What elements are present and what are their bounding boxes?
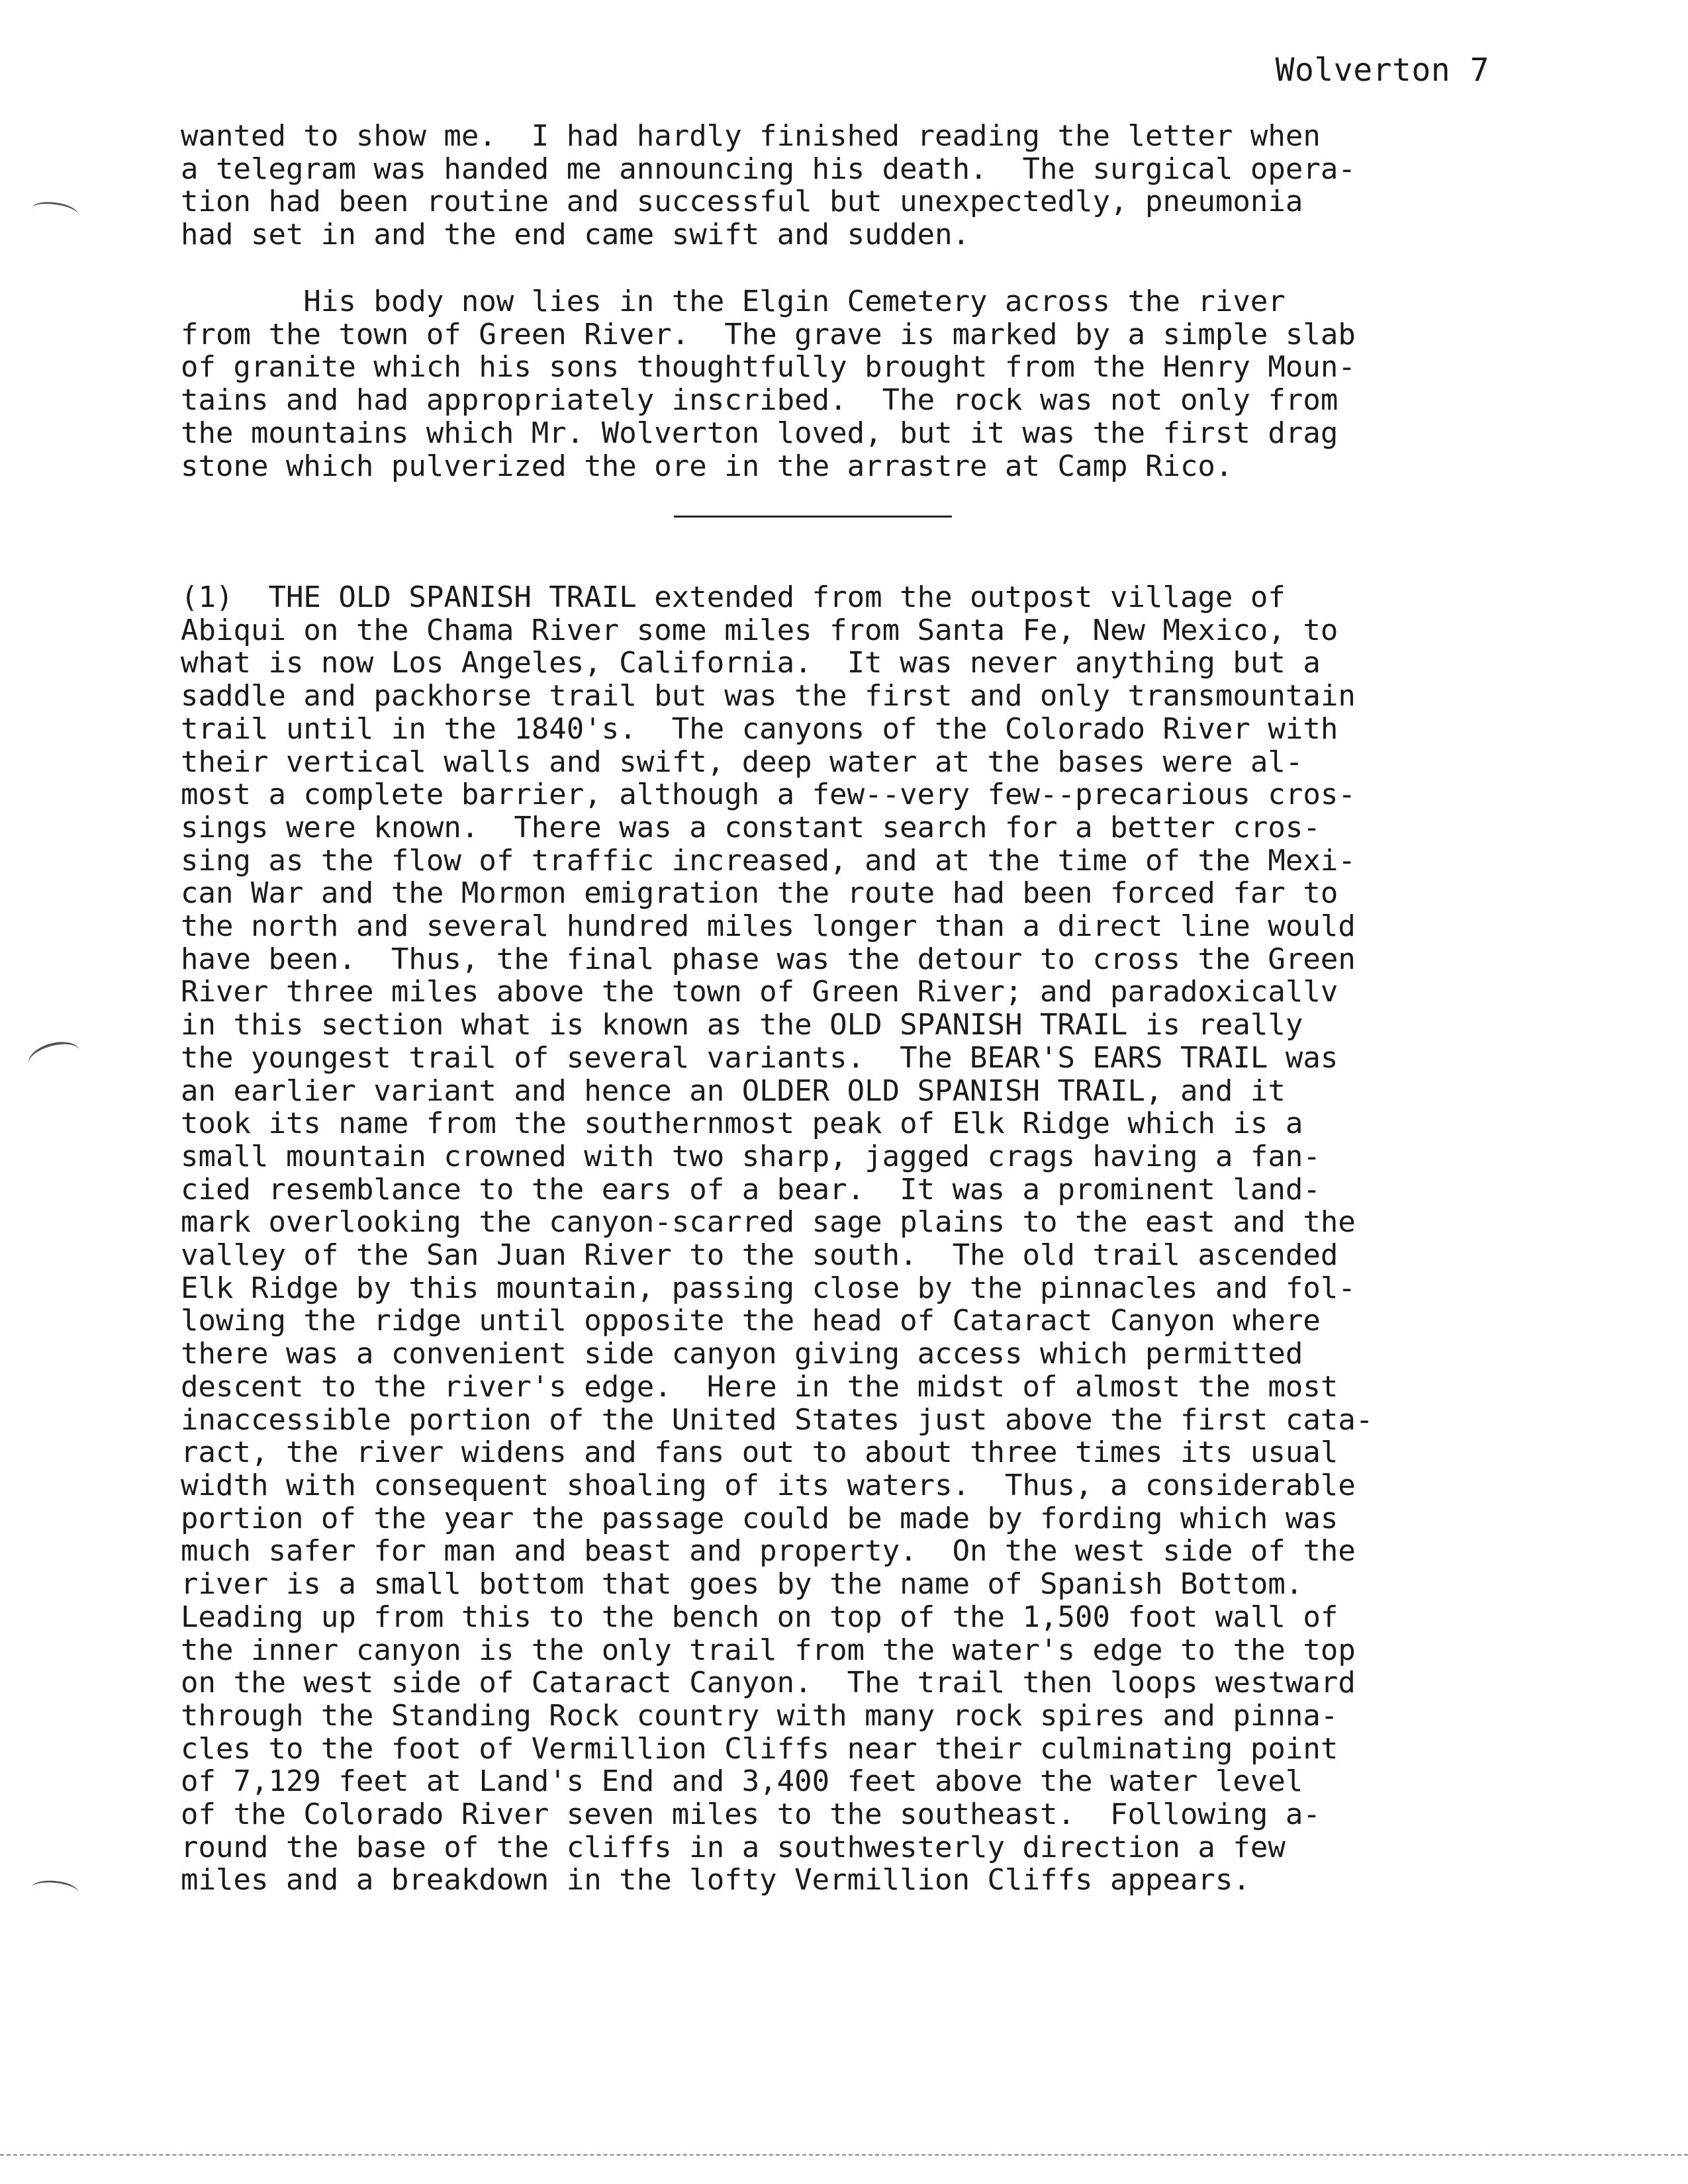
scan-artifact-mark — [30, 199, 79, 223]
footnote: (1) THE OLD SPANISH TRAIL extended from the outpost village of Abiqui on the Chama River some miles from Santa Fe, New Mexico, to what is now Los Angeles, California. It was never anything but a saddle and packhorse trail but was the first and only transmountain trail until in the 1840's. The canyons of the Colorado River with their vertical walls and swift, deep water at the bases were al- most a complete barrier, although a few--very few--precarious cros- sings were known. There was a constant search for a better cros- sing as the flow of traffic increased, and at the time of the Mexi- can War and the Mormon emigration the route had been forced far to the north and several hundred miles longer than a direct line would have been. Thus, the final phase was the detour to cross the Green River three miles above the town of Green River; and paradoxicallv in this section what is known as the OLD SPANISH TRAIL is really the youngest trail of several variants. The BEAR'S EARS TRAIL was an earlier variant and hence an OLDER OLD SPANISH TRAIL, and it took its name from the southernmost peak of Elk Ridge which is a small mountain crowned with two sharp, jagged crags having a fan- cied resemblance to the ears of a bear. It was a prominent land- mark overlooking the canyon-scarred sage plains to the east and the valley of the San Juan River to the south. The old trail ascended Elk Ridge by this mountain, passing close by the pinnacles and fol- lowing the ridge until opposite the head of Cataract Canyon where there was a convenient side canyon giving access which permitted descent to the river's edge. Here in the midst of almost the most inaccessible portion of the United States just above the first cata- ract, the river widens and fans out to about three times its usual width with consequent shoaling of its waters. Thus, a considerable portion of the year the passage could be made by fording which was much safer for man and beast and property. On the west side of the river is a small bottom that goes by the name of Spanish Bottom. Leading up from this to the bench on top of the 1,500 foot wall of the inner canyon is the only trail from the water's edge to the top on the west side of Cataract Canyon. The trail then loops westward through the Standing Rock country with many rock spires and pinna- cles to the foot of Vermillion Cliffs near their culminating point of 7,129 feet at Land's End and 3,400 feet above the water level of the Colorado River seven miles to the southeast. Following a- round the base of the cliffs in a southwesterly direction a few miles and a breakdown in the lofty Vermillion Cliffs appears. — [181, 580, 1374, 1897]
body-paragraph: His body now lies in the Elgin Cemetery across the river from the town of Green River. The grave is marked by a simple slab of granite which his sons thoughtfully brought from the Henry Moun- tains and had appropriately inscribed. The rock was not only from the mountains which Mr. Wolverton loved, but it was the first drag stone which pulverized the ore in the arrastre at Camp Rico. — [181, 285, 1356, 483]
scan-artifact-mark — [31, 1878, 79, 1901]
body-paragraph: wanted to show me. I had hardly finished reading the letter when a telegram was handed me announcing his death. The surgical opera- tion had been routine and successful but unexpectedly, pneumonia had set in and the end came swift and sudden. — [181, 119, 1356, 252]
scan-artifact-mark — [25, 1036, 84, 1078]
page-header: Wolverton 7 — [1275, 52, 1489, 89]
page-bottom-edge — [0, 2154, 1688, 2156]
section-divider — [674, 516, 952, 518]
